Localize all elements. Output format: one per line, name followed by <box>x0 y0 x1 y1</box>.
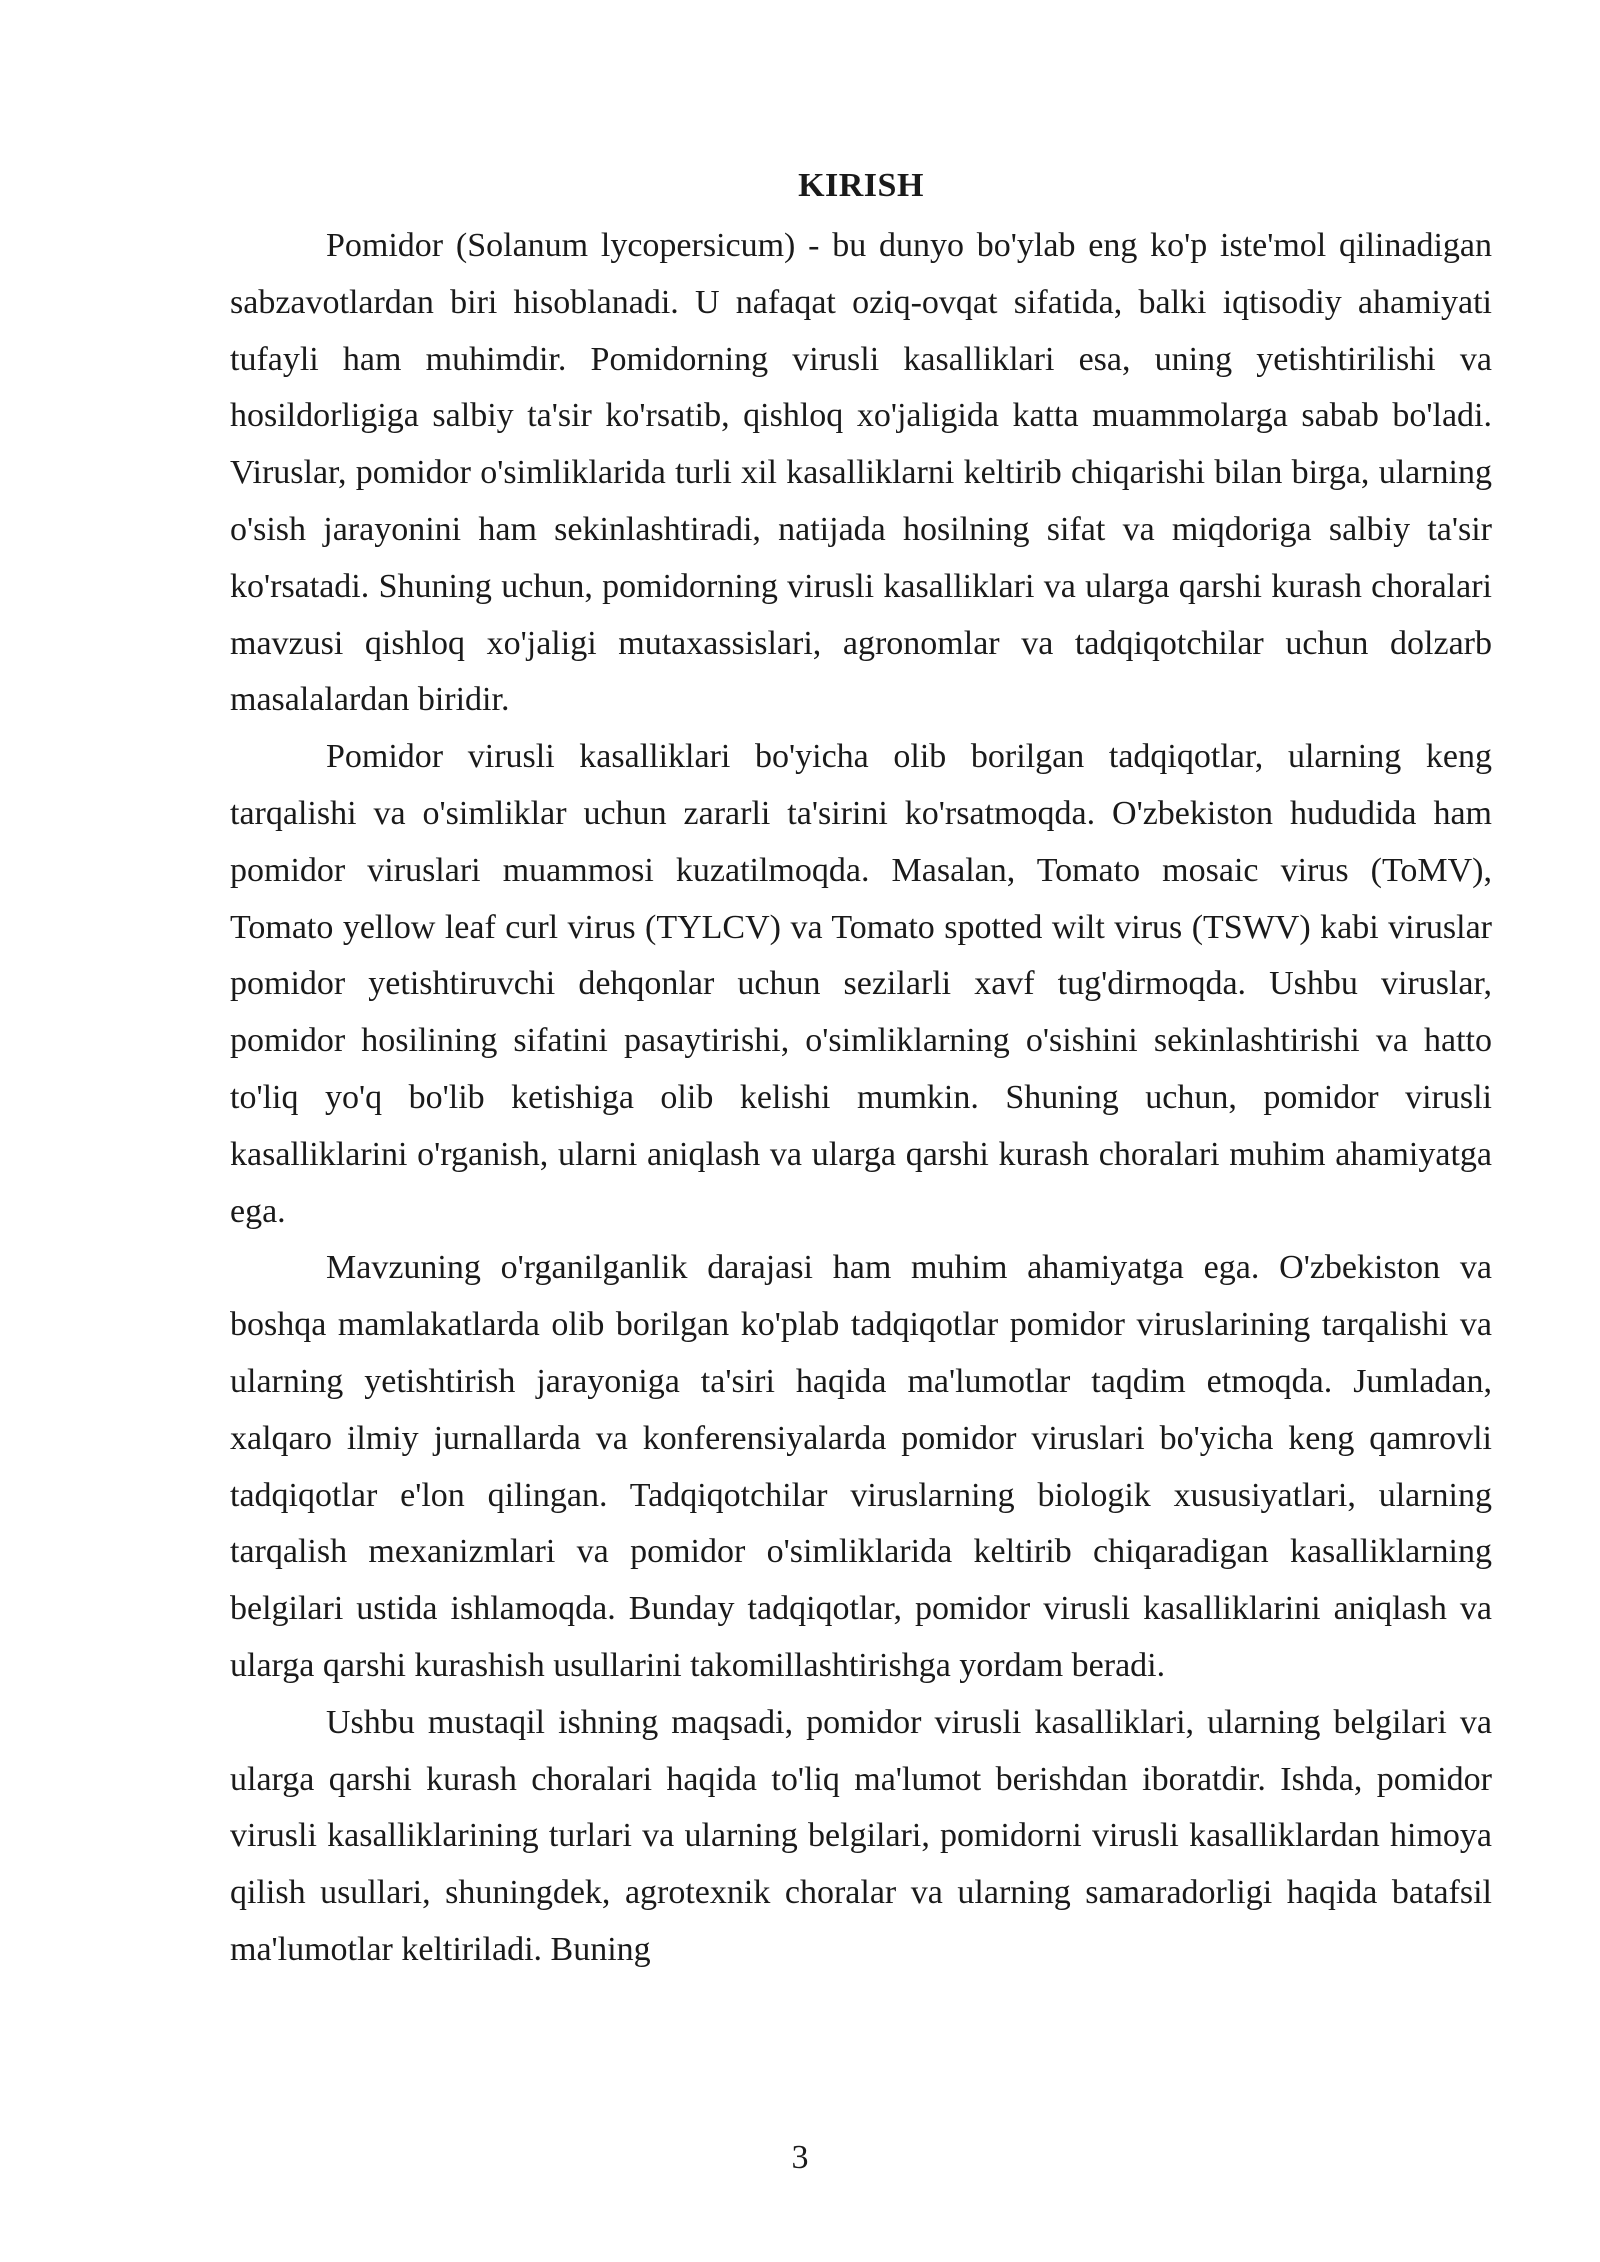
paragraph-1: Pomidor (Solanum lycopersicum) - bu dunyo bo'ylab eng ko'p iste'mol qilinadigan sabzavotlardan biri hisoblanadi. U nafaqat oziq-ovqat sifatida, balki iqtisodiy ahamiyati tufayli ham muhimdir. Pomidorning virusli kasalliklari esa, uning yetishtirilishi va hosildorligiga salbiy ta'sir ko'rsatib, qishloq xo'jaligida katta muammolarga sabab bo'ladi. Viruslar, pomidor o'simliklarida turli xil kasalliklarni keltirib chiqarishi bilan birga, ularning o'sish jarayonini ham sekinlashtiradi, natijada hosilning sifat va miqdoriga salbiy ta'sir ko'rsatadi. Shuning uchun, pomidorning virusli kasalliklari va ularga qarshi kurash choralari mavzusi qishloq xo'jaligi mutaxassislari, agronomlar va tadqiqotchilar uchun dolzarb masalalardan biridir. <box>230 227 1492 719</box>
page-content <box>230 162 1492 1979</box>
paragraph-3: Mavzuning o'rganilganlik darajasi ham muhim ahamiyatga ega. O'zbekiston va boshqa mamlakatlarda olib borilgan ko'plab tadqiqotlar pomidor viruslarining tarqalishi va ularning yetishtirish jarayoniga ta'siri haqida ma'lumotlar taqdim etmoqda. Jumladan, xalqaro ilmiy jurnallarda va konferensiyalarda pomidor viruslari bo'yicha keng qamrovli tadqiqotlar e'lon qilingan. Tadqiqotchilar viruslarning biologik xususiyatlari, ularning tarqalish mexanizmlari va pomidor o'simliklarida keltirib chiqaradigan kasalliklarning belgilari ustida ishlamoqda. Bunday tadqiqotlar, pomidor virusli kasalliklarini aniqlash va ularga qarshi kurashish usullarini takomillashtirishga yordam beradi. <box>230 1249 1492 1684</box>
paragraph-2: Pomidor virusli kasalliklari bo'yicha olib borilgan tadqiqotlar, ularning keng tarqalishi va o'simliklar uchun zararli ta'sirini ko'rsatmoqda. O'zbekiston hududida ham pomidor viruslari muammosi kuzatilmoqda. Masalan, Tomato mosaic virus (ToMV), Tomato yellow leaf curl virus (TYLCV) va Tomato spotted wilt virus (TSWV) kabi viruslar pomidor yetishtiruvchi dehqonlar uchun sezilarli xavf tug'dirmoqda. Ushbu viruslar, pomidor hosilining sifatini pasaytirishi, o'simliklarning o'sishini sekinlashtirishi va hatto to'liq yo'q bo'lib ketishiga olib kelishi mumkin. Shuning uchun, pomidor virusli kasalliklarini o'rganish, ularni aniqlash va ularga qarshi kurash choralari muhim ahamiyatga ega. <box>230 738 1492 1230</box>
paragraph-4: Ushbu mustaqil ishning maqsadi, pomidor virusli kasalliklari, ularning belgilari va ularga qarshi kurash choralari haqida to'liq ma'lumot berishdan iboratdir. Ishda, pomidor virusli kasalliklarining turlari va ularning belgilari, pomidorni virusli kasalliklardan himoya qilish usullari, shuningdek, agrotexnik choralar va ularning samaradorligi haqida batafsil ma'lumotlar keltiriladi. Buning <box>230 1703 1492 1968</box>
section-heading: KIRISH <box>798 167 924 204</box>
page-number: 3 <box>791 2139 809 2176</box>
